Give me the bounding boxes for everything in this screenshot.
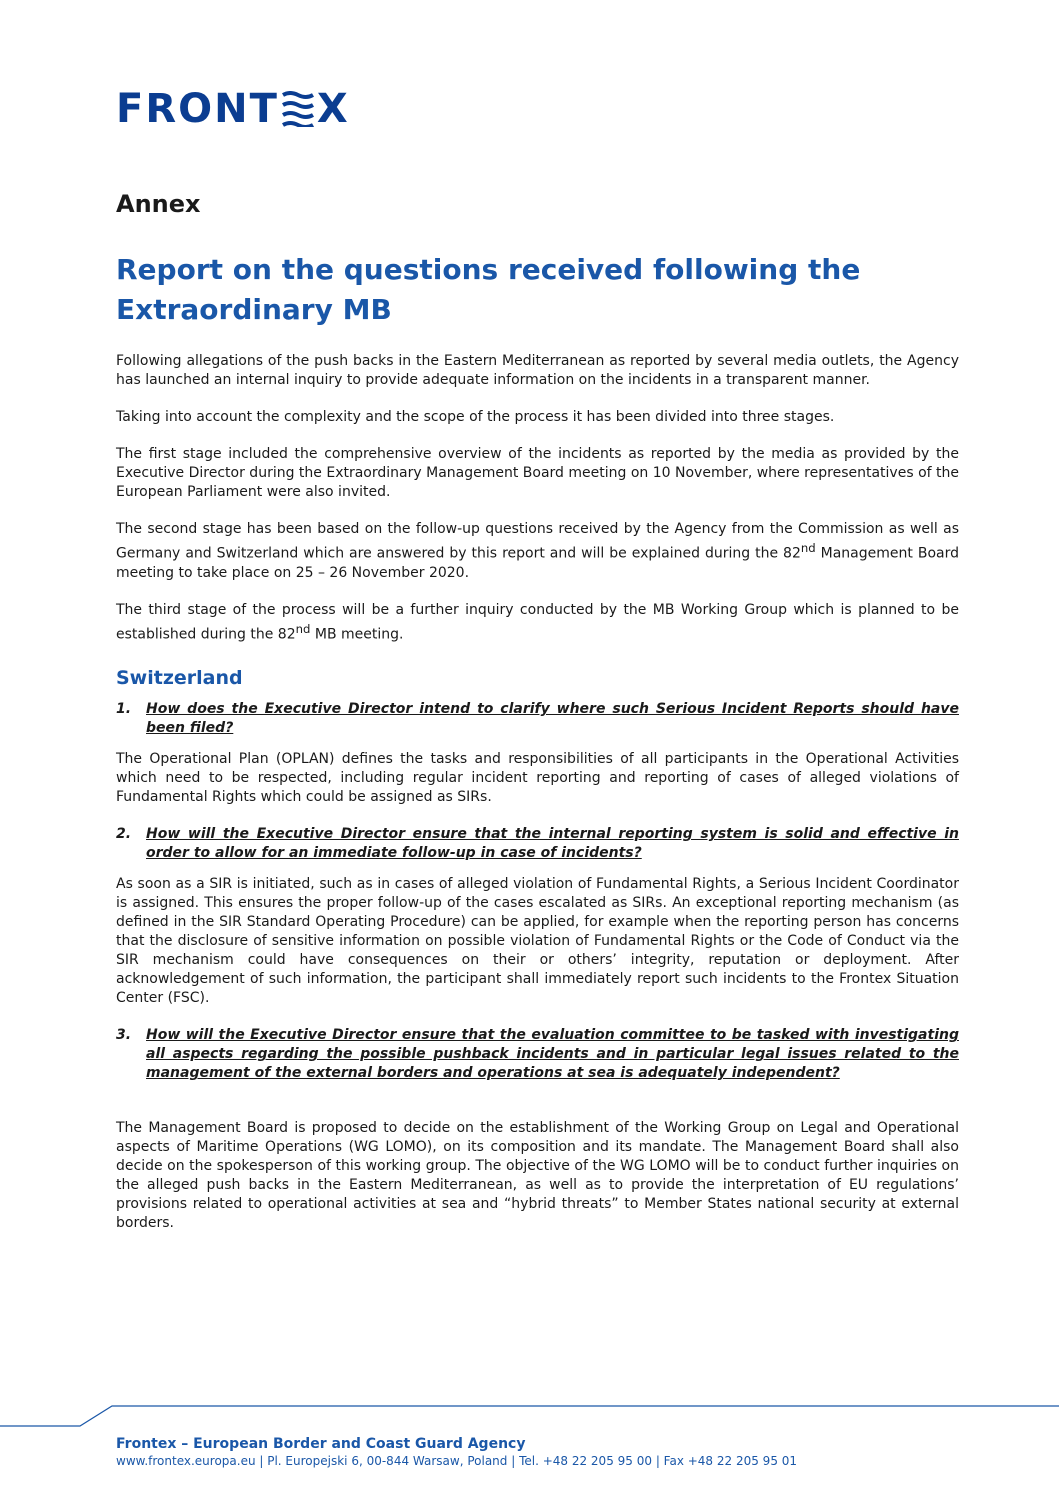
question-number: 1. [116,701,132,718]
intro-paragraph: The first stage included the comprehensive overview of the incidents as reported by the media as provided by the Executive Director during the Extraordinary Management Board meeting on 10 November, where representatives of the European Parliament were also invited. [116,446,959,500]
question-item [116,1026,959,1083]
page-footer [116,1436,1016,1470]
section-heading: Switzerland [116,667,243,690]
intro-paragraph: Taking into account the complexity and the scope of the process it has been divided into three stages. [116,409,835,425]
annex-heading: Annex [116,190,201,218]
answer-paragraph: The Operational Plan (OPLAN) defines the tasks and responsibilities of all participants in the Operational Activities which need to be respected, including regular incident reporting and reporting of cases of alleged violations of Fundamental Rights which could be assigned as SIRs. [116,751,959,806]
answer-paragraph: The Management Board is proposed to decide on the establishment of the Working Group on Legal and Operational aspects of Maritime Operations (WG LOMO), on its composition and its mandate. The Management Board shall also decide on the spokesperson of this working group. The objective of the WG LOMO will be to conduct further inquiries on the alleged push backs in the Eastern Mediterranean, as well as to provide the interpretation of EU regulations’ provisions related to operational activities at sea and “hybrid threats” to Member States national security at external borders. [116,1120,959,1232]
logo-text-left: FRONT [116,86,279,132]
page-title: Report on the questions received following the Extraordinary MB [116,253,861,326]
stage-three-paragraph: The third stage of the process will be a further inquiry conducted by the MB Working Group which is planned to be established during the 82nd MB meeting. [116,601,959,643]
footer-organization: Frontex – European Border and Coast Guard Agency [116,1436,526,1452]
question-number: 3. [116,1027,132,1044]
frontex-logo [116,84,350,134]
intro-paragraph: Following allegations of the push backs in the Eastern Mediterranean as reported by several media outlets, the Agency has launched an internal inquiry to provide adequate information on the incidents in a transparent manner. [116,353,959,388]
stage-two-paragraph: The second stage has been based on the follow-up questions received by the Agency from the Commission as well as Germany and Switzerland which are answered by this report and will be explained during the 82nd Management Board meeting to take place on 25 – 26 November 2020. [116,521,959,581]
footer-divider [0,1404,1059,1428]
logo-text-right: X [316,86,350,132]
question-text: How will the Executive Director ensure that the internal reporting system is solid and effective in order to allow for an immediate follow-up in case of incidents? [146,826,959,862]
answer-paragraph: As soon as a SIR is initiated, such as in cases of alleged violation of Fundamental Rights, a Serious Incident Coordinator is assigned. This ensures the proper follow-up of the cases escalated as SIRs. An exceptional reporting mechanism (as defined in the SIR Standard Operating Procedure) can be applied, for example when the reporting person has concerns that the disclosure of sensitive information on possible violation of Fundamental Rights or the Code of Conduct via the SIR mechanism could have consequences on their or others’ integrity, reputation or deployment. After acknowledgement of such information, the participant shall immediately report such incidents to the Frontex Situation Center (FSC). [116,876,959,1007]
question-item [116,700,959,738]
footer-contact: www.frontex.europa.eu | Pl. Europejski 6, 00-844 Warsaw, Poland | Tel. +48 22 205 95 00 | Fax +48 22 205 95 01 [116,1454,798,1468]
question-item [116,825,959,863]
document-body [116,352,959,1251]
question-text: How will the Executive Director ensure that the evaluation committee to be tasked with investigating all aspects regarding the possible pushback incidents and in particular legal issues related to the management of the external borders and operations at sea is adequately independent? [146,1027,959,1082]
question-number: 2. [116,826,132,843]
waves-icon [281,91,315,127]
question-text: How does the Executive Director intend to clarify where such Serious Incident Reports should have been filed? [146,701,959,737]
